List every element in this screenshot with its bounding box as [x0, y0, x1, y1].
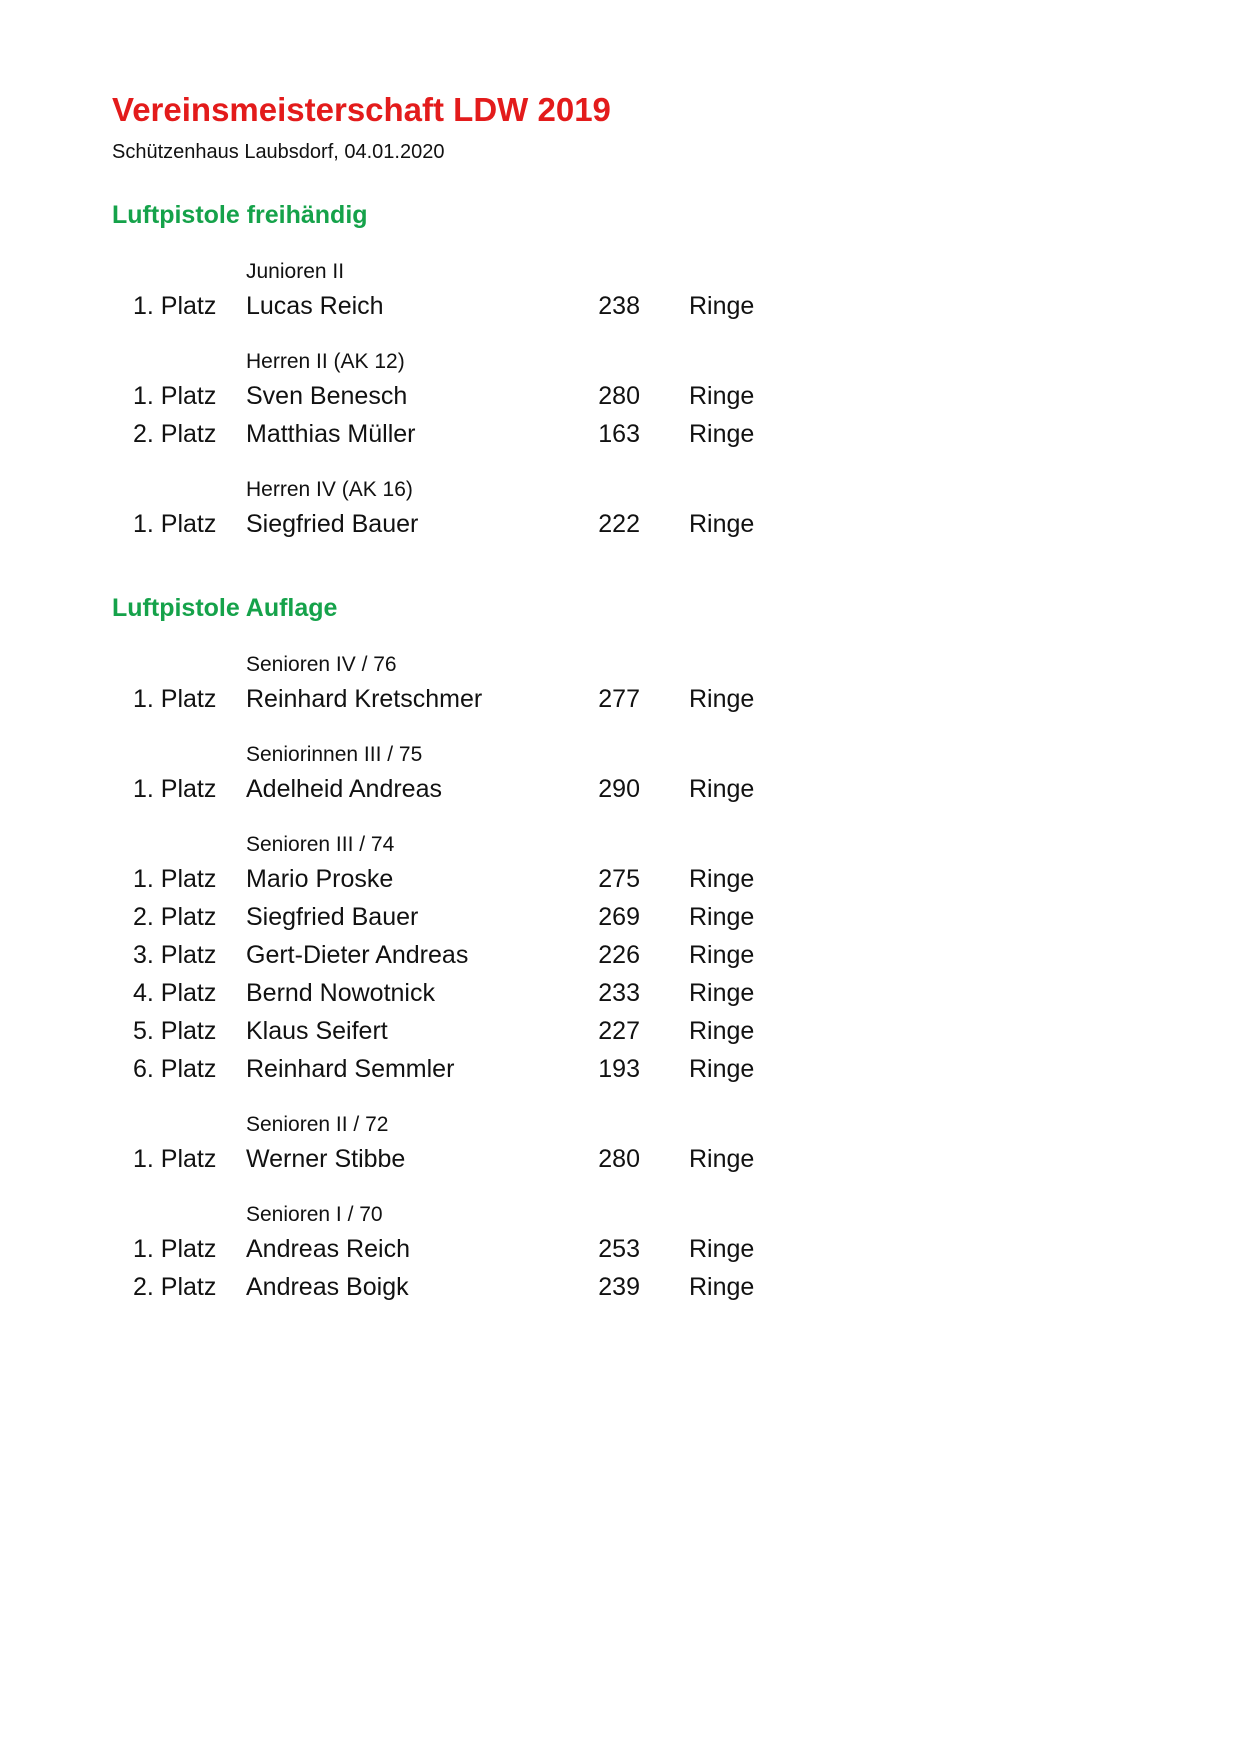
result-row — [0, 1230, 1240, 1268]
result-row — [0, 936, 1240, 974]
score: 290 — [598, 775, 640, 803]
result-row — [0, 1140, 1240, 1178]
result-row — [0, 1268, 1240, 1306]
result-group — [0, 740, 1240, 808]
score: 227 — [598, 1017, 640, 1045]
section-luftpistole-auflage — [0, 590, 1240, 1306]
section-title: Luftpistole Auflage — [112, 594, 338, 622]
result-row — [0, 415, 1240, 453]
result-row — [0, 770, 1240, 808]
shooter-name: Sven Benesch — [246, 382, 408, 410]
rank: 1. Platz — [133, 1235, 217, 1263]
rank: 1. Platz — [133, 382, 217, 410]
group-title: Herren II (AK 12) — [246, 350, 405, 373]
shooter-name: Siegfried Bauer — [246, 510, 419, 538]
score: 222 — [598, 510, 640, 538]
shooter-name: Andreas Reich — [246, 1235, 410, 1263]
result-row — [0, 287, 1240, 325]
group-title: Senioren III / 74 — [246, 833, 395, 856]
group-title: Senioren I / 70 — [246, 1203, 383, 1226]
group-title: Junioren II — [246, 260, 345, 283]
score-unit: Ringe — [689, 865, 755, 893]
section-title: Luftpistole freihändig — [112, 201, 368, 229]
score: 280 — [598, 382, 640, 410]
score-unit: Ringe — [689, 1017, 755, 1045]
shooter-name: Mario Proske — [246, 865, 394, 893]
rank: 2. Platz — [133, 420, 217, 448]
score: 280 — [598, 1145, 640, 1173]
score: 269 — [598, 903, 640, 931]
rank: 1. Platz — [133, 292, 217, 320]
shooter-name: Adelheid Andreas — [246, 775, 442, 803]
score: 226 — [598, 941, 640, 969]
result-row — [0, 974, 1240, 1012]
result-row — [0, 898, 1240, 936]
rank: 1. Platz — [133, 510, 217, 538]
rank: 5. Platz — [133, 1017, 217, 1045]
result-group — [0, 650, 1240, 718]
shooter-name: Reinhard Kretschmer — [246, 685, 483, 713]
score-unit: Ringe — [689, 1145, 755, 1173]
section-luftpistole-freihaendig — [0, 197, 1240, 543]
score-unit: Ringe — [689, 775, 755, 803]
shooter-name: Werner Stibbe — [246, 1145, 406, 1173]
score-unit: Ringe — [689, 292, 755, 320]
rank: 1. Platz — [133, 775, 217, 803]
group-title: Seniorinnen III / 75 — [246, 743, 423, 766]
score: 277 — [598, 685, 640, 713]
score-unit: Ringe — [689, 903, 755, 931]
shooter-name: Matthias Müller — [246, 420, 416, 448]
rank: 1. Platz — [133, 685, 217, 713]
score-unit: Ringe — [689, 1235, 755, 1263]
score: 253 — [598, 1235, 640, 1263]
shooter-name: Andreas Boigk — [246, 1273, 409, 1301]
result-row — [0, 680, 1240, 718]
score-unit: Ringe — [689, 685, 755, 713]
rank: 6. Platz — [133, 1055, 217, 1083]
document-subtitle: Schützenhaus Laubsdorf, 04.01.2020 — [112, 141, 445, 163]
score-unit: Ringe — [689, 941, 755, 969]
shooter-name: Lucas Reich — [246, 292, 384, 320]
score-unit: Ringe — [689, 1055, 755, 1083]
result-row — [0, 860, 1240, 898]
shooter-name: Siegfried Bauer — [246, 903, 419, 931]
result-row — [0, 1012, 1240, 1050]
shooter-name: Gert-Dieter Andreas — [246, 941, 469, 969]
score: 275 — [598, 865, 640, 893]
group-title: Senioren II / 72 — [246, 1113, 389, 1136]
score: 163 — [598, 420, 640, 448]
result-group — [0, 257, 1240, 325]
rank: 2. Platz — [133, 1273, 217, 1301]
score: 233 — [598, 979, 640, 1007]
rank: 4. Platz — [133, 979, 217, 1007]
document-title: Vereinsmeisterschaft LDW 2019 — [112, 91, 611, 128]
result-group — [0, 347, 1240, 453]
result-row — [0, 377, 1240, 415]
group-title: Senioren IV / 76 — [246, 653, 397, 676]
score-unit: Ringe — [689, 420, 755, 448]
result-group — [0, 475, 1240, 543]
rank: 2. Platz — [133, 903, 217, 931]
shooter-name: Bernd Nowotnick — [246, 979, 435, 1007]
rank: 3. Platz — [133, 941, 217, 969]
result-row — [0, 505, 1240, 543]
result-row — [0, 1050, 1240, 1088]
rank: 1. Platz — [133, 865, 217, 893]
score: 193 — [598, 1055, 640, 1083]
score-unit: Ringe — [689, 382, 755, 410]
score-unit: Ringe — [689, 1273, 755, 1301]
shooter-name: Reinhard Semmler — [246, 1055, 455, 1083]
group-title: Herren IV (AK 16) — [246, 478, 413, 501]
score-unit: Ringe — [689, 979, 755, 1007]
score: 239 — [598, 1273, 640, 1301]
shooter-name: Klaus Seifert — [246, 1017, 388, 1045]
score-unit: Ringe — [689, 510, 755, 538]
result-group — [0, 1200, 1240, 1306]
score: 238 — [598, 292, 640, 320]
result-group — [0, 1110, 1240, 1178]
rank: 1. Platz — [133, 1145, 217, 1173]
result-group — [0, 830, 1240, 1088]
